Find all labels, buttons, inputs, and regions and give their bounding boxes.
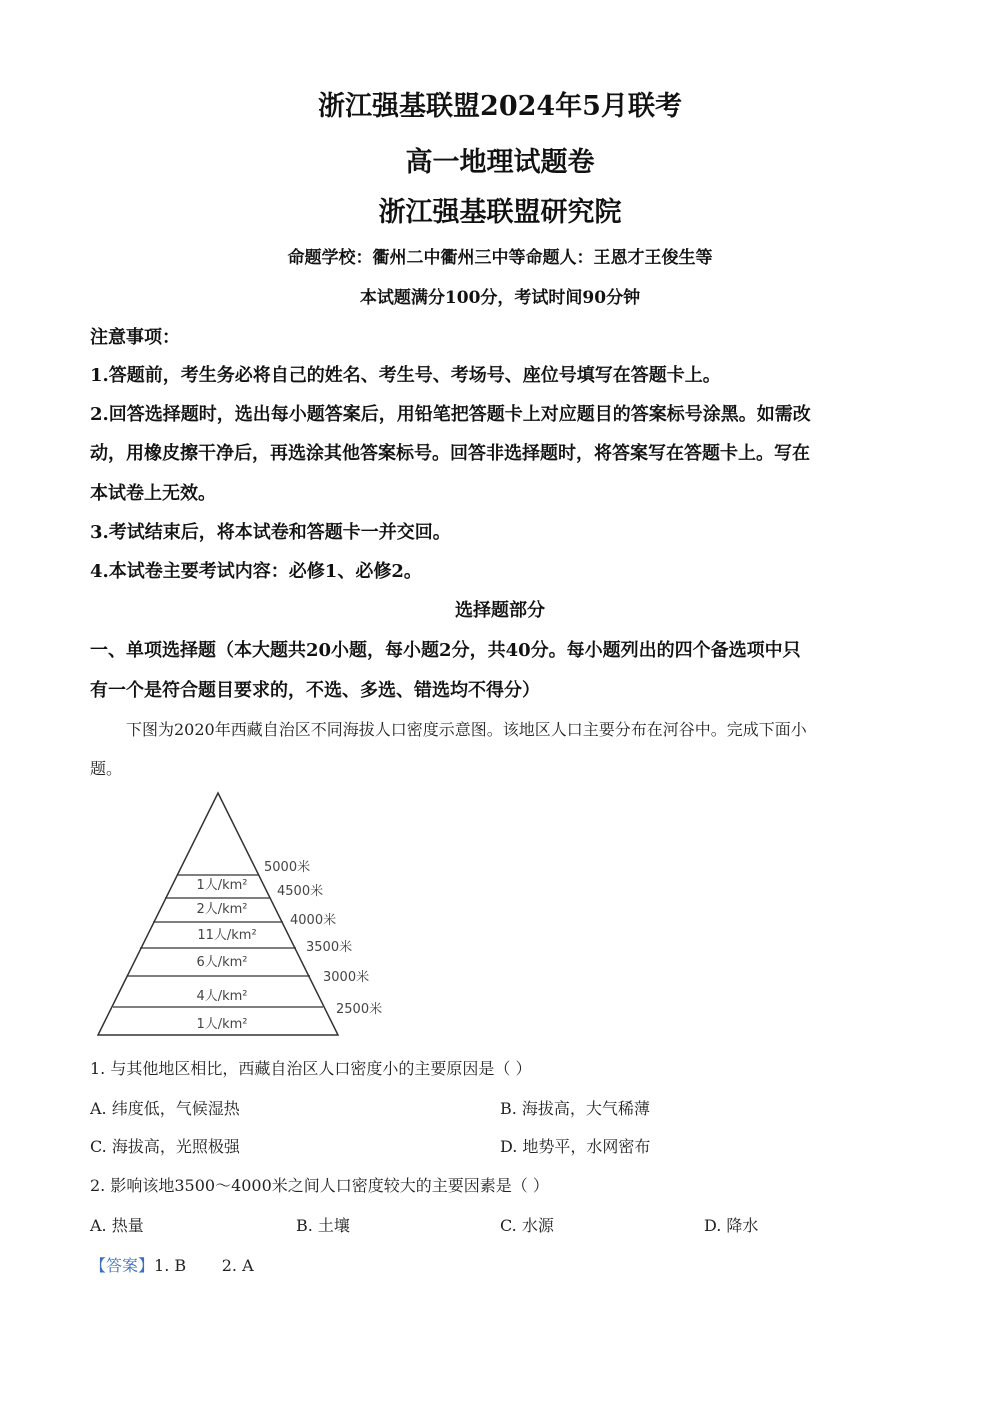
density-label: 1人/km² xyxy=(196,1017,248,1032)
question-2-option-a: A. 热量 xyxy=(90,1216,144,1235)
question-2-option-b: B. 土壤 xyxy=(296,1216,350,1235)
density-label: 11人/km² xyxy=(197,928,257,943)
exam-subtitle: 高一地理试题卷 xyxy=(405,147,595,178)
exam-title: 浙江强基联盟2024年5月联考 xyxy=(318,91,682,122)
altitude-label: 5000米 xyxy=(264,860,311,875)
question-1-option-b: B. 海拔高，大气稀薄 xyxy=(500,1099,650,1118)
density-label: 6人/km² xyxy=(196,955,248,970)
density-label: 1人/km² xyxy=(196,878,248,893)
altitude-population-pyramid xyxy=(90,785,410,1040)
question-2-option-c: C. 水源 xyxy=(500,1216,554,1235)
notice-item-4: 4.本试卷主要考试内容：必修1、必修2。 xyxy=(90,561,422,582)
altitude-label: 4000米 xyxy=(290,913,337,928)
notice-item-2-end: 本试卷上无效。 xyxy=(90,483,216,504)
altitude-label: 4500米 xyxy=(277,884,324,899)
question-1-stem: 1. 与其他地区相比，西藏自治区人口密度小的主要原因是（ ） xyxy=(90,1059,532,1078)
question-1-option-c: C. 海拔高，光照极强 xyxy=(90,1137,240,1156)
altitude-label: 3000米 xyxy=(323,970,370,985)
altitude-label: 3500米 xyxy=(306,940,353,955)
notice-item-2: 2.回答选择题时，选出每小题答案后，用铅笔把答题卡上对应题目的答案标号涂黑。如需改 xyxy=(90,404,811,425)
section-title: 选择题部分 xyxy=(455,600,545,621)
density-label: 4人/km² xyxy=(196,989,248,1004)
density-label: 2人/km² xyxy=(196,902,248,917)
part-heading-line-2: 有一个是符合题目要求的，不选、多选、错选均不得分） xyxy=(90,680,540,701)
notice-item-3: 3.考试结束后，将本试卷和答题卡一并交回。 xyxy=(90,522,451,543)
question-2-option-d: D. 降水 xyxy=(704,1216,759,1235)
institute-name: 浙江强基联盟研究院 xyxy=(378,197,622,228)
part-heading-line-1: 一、单项选择题（本大题共20小题，每小题2分，共40分。每小题列出的四个备选项中只 xyxy=(90,640,801,661)
answer-tag: 【答案】 xyxy=(90,1256,155,1275)
intro-line-2: 题。 xyxy=(90,759,123,778)
notice-heading: 注意事项： xyxy=(90,327,180,348)
notice-item-1: 1.答题前，考生务必将自己的姓名、考生号、考场号、座位号填写在答题卡上。 xyxy=(90,365,721,386)
notice-item-2-cont: 动，用橡皮擦干净后，再选涂其他答案标号。回答非选择题时，将答案写在答题卡上。写在 xyxy=(90,443,810,464)
altitude-label: 2500米 xyxy=(336,1002,383,1017)
answer-line xyxy=(90,1253,254,1276)
question-2-stem: 2. 影响该地3500～4000米之间人口密度较大的主要因素是（ ） xyxy=(90,1176,549,1195)
authors-line: 命题学校：衢州二中衢州三中等命题人：王恩才王俊生等 xyxy=(287,248,713,268)
question-1-option-d: D. 地势平，水网密布 xyxy=(500,1137,651,1156)
intro-line-1: 下图为2020年西藏自治区不同海拔人口密度示意图。该地区人口主要分布在河谷中。完成下面小 xyxy=(126,720,807,739)
answer-text: 1. B 2. A xyxy=(154,1256,254,1275)
score-time-line: 本试题满分100分，考试时间90分钟 xyxy=(359,288,641,308)
question-1-option-a: A. 纬度低，气候湿热 xyxy=(90,1099,240,1118)
